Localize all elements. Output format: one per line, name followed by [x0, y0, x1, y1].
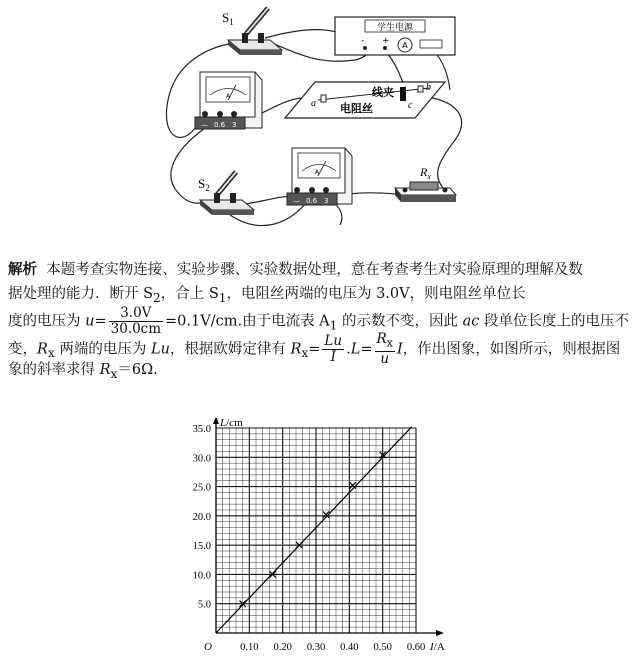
student-power-supply [335, 17, 455, 55]
x-axis-arrow-icon [436, 630, 444, 636]
y-tick-label: 35.0 [192, 424, 211, 435]
x-tick-label: 0.40 [340, 642, 359, 653]
switch-s2 [198, 172, 254, 215]
x-tick-label: 0.30 [306, 642, 326, 653]
y-tick-label: 15.0 [192, 541, 211, 553]
ammeter-1-t0: — [201, 121, 208, 129]
y-tick-label: 25.0 [192, 482, 211, 494]
text-line-1-content: 本题考查实物连接、实验步骤、实验数据处理，意在考查考生对实验原理的理解及数 [46, 262, 583, 278]
origin-label: O [204, 641, 212, 653]
ammeter-1-letter: A [226, 93, 231, 100]
l-vs-i-graph [180, 418, 460, 661]
text-line-1 [8, 258, 634, 282]
y-axis-label: L/cm [220, 418, 243, 429]
ammeter-2 [287, 148, 352, 205]
ammeter-2-t1: 0.6 [306, 197, 318, 205]
point-a: a [311, 98, 316, 109]
wire-label: 电阻丝 [340, 102, 373, 115]
circuit-diagram [0, 0, 640, 260]
y-tick-label: 10.0 [192, 570, 211, 582]
ammeter-2-t2: 3 [324, 197, 329, 205]
fraction-voltage: $\frac{3.0V}{30.0cm}$ [110, 305, 162, 337]
ammeter-2-t0: — [293, 197, 300, 205]
switch-s1 [222, 8, 282, 55]
x-tick-label: 0.10 [240, 642, 259, 653]
fraction-l: $\frac{R_x}{u}$ [376, 331, 394, 367]
ammeter-1-t2: 3 [232, 121, 237, 129]
text-line-2: 据处理的能力．断开 $S_2$，合上 $S_1$，电阻丝两端的电压为 3.0V，则电阻丝单位长 [8, 286, 526, 305]
ammeter-1 [195, 72, 262, 129]
solution-text [8, 258, 634, 382]
y-tick-label: 20.0 [192, 511, 211, 523]
x-tick-label: 0.20 [273, 642, 292, 653]
ammeter-1-t1: 0.6 [214, 121, 226, 129]
y-axis-arrow-icon [213, 418, 219, 424]
supply-label: 学生电源 [376, 23, 414, 33]
s1-label: $S_1$ [222, 10, 234, 27]
supply-meter-icon: A [402, 41, 408, 50]
data-point [349, 482, 355, 488]
y-tick-label: 30.0 [192, 453, 211, 465]
text-line-4: 变，$R_x$ 两端的电压为 Lu，根据欧姆定律有 $R_x=$ $\frac{Lu}{I}$ .L= $\frac{R_x}{u}$ I，作出图象，如图所示，则根据图 [8, 331, 621, 367]
fraction-ohm: $\frac{Lu}{I}$ [324, 332, 343, 365]
point-c: c [408, 100, 413, 111]
x-tick-label: 0.50 [373, 642, 392, 653]
resistance-wire-board [285, 82, 445, 118]
supply-minus: - [361, 36, 365, 46]
ammeter-2-letter: A [315, 169, 320, 176]
clip-label: 线夹 [372, 86, 394, 99]
point-b: b [426, 82, 431, 93]
resistor-rx [395, 165, 456, 202]
analysis-label: 解析 [8, 262, 37, 278]
y-tick-label: 5.0 [197, 599, 211, 611]
supply-plus: + [382, 36, 390, 46]
s2-label: $S_2$ [198, 176, 210, 193]
rx-label: $R_x$ [420, 165, 431, 181]
x-axis-label: I/A [430, 641, 445, 653]
text-line-5: 象的斜率求得 $R_x=6\Omega$. [8, 362, 158, 381]
x-tick-label: 0.60 [406, 642, 426, 653]
text-line-3: 度的电压为 u= $\frac{3.0V}{30.0cm}$ =0.1V/cm.由于电流表 $A_1$ 的示数不变，因此 ac 段单位长度上的电压不 [8, 305, 629, 337]
